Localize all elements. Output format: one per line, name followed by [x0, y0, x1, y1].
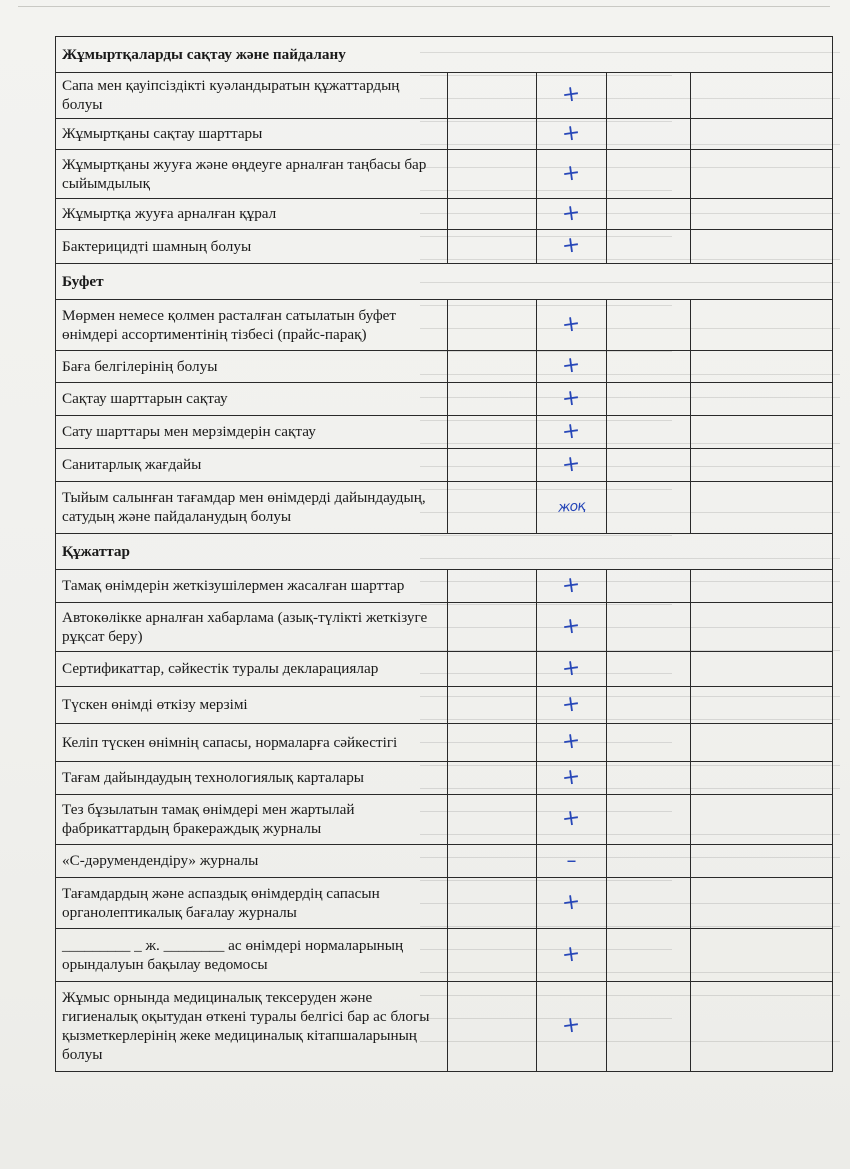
row-label: Тез бұзылатын тамақ өнімдері мен жартылай фабрикаттардың бракераждық журналы: [56, 795, 448, 845]
handwritten-mark: +: [560, 80, 583, 109]
row-label: Сертификаттар, сәйкестік туралы декларациялар: [56, 652, 448, 687]
row-label: Тамақ өнімдерін жеткізушілермен жасалған шарттар: [56, 570, 448, 603]
handwritten-mark: +: [560, 384, 583, 412]
handwritten-mark: +: [560, 231, 583, 260]
handwritten-mark: +: [560, 450, 583, 478]
table-row: [56, 383, 833, 416]
previous-page-edge: [18, 0, 830, 7]
table-row: [56, 230, 833, 264]
table-row: [56, 570, 833, 603]
handwritten-mark: +: [560, 1011, 583, 1040]
row-label: Мөрмен немесе қолмен расталған сатылатын буфет өнімдері ассортиментінің тізбесі (прайс-парақ): [56, 300, 448, 351]
table-row: [56, 199, 833, 230]
table-row: [56, 150, 833, 199]
row-label: «С-дәрумендендіру» журналы: [56, 845, 448, 878]
handwritten-mark: +: [560, 571, 583, 599]
handwritten-mark: +: [560, 119, 583, 147]
handwritten-mark: +: [560, 310, 583, 338]
handwritten-mark: +: [560, 888, 583, 916]
handwritten-mark: +: [560, 690, 583, 718]
row-label: Жұмыртқаны жууға және өңдеуге арналған таңбасы бар сыйымдылық: [56, 150, 448, 199]
handwritten-mark: +: [560, 159, 583, 187]
row-label: Тағам дайындаудың технологиялық карталары: [56, 762, 448, 795]
row-label: Жұмыртқаны сақтау шарттары: [56, 119, 448, 150]
row-label: Сату шарттары мен мерзімдерін сақтау: [56, 416, 448, 449]
table-row: [56, 762, 833, 795]
handwritten-mark: +: [560, 727, 583, 756]
table-row: [56, 351, 833, 383]
row-label: Сақтау шарттарын сақтау: [56, 383, 448, 416]
table-row: [56, 929, 833, 982]
row-label: Тыйым салынған тағамдар мен өнімдерді дайындаудың, сатудың және пайдаланудың болуы: [56, 482, 448, 534]
table-row: [56, 982, 833, 1072]
section-title: Жұмыртқаларды сақтау және пайдалану: [56, 37, 833, 73]
handwritten-mark: +: [560, 417, 583, 445]
section-header-row: [56, 37, 833, 73]
table-row: [56, 724, 833, 762]
row-label: Санитарлық жағдайы: [56, 449, 448, 482]
handwritten-mark: +: [560, 199, 583, 227]
table-row: [56, 73, 833, 119]
row-label: Сапа мен қауіпсіздікті куәландыратын құжаттардың болуы: [56, 73, 448, 119]
table-row: [56, 603, 833, 652]
handwritten-mark: +: [560, 763, 583, 791]
row-label: Тағамдардың және аспаздық өнімдердің сапасын органолептикалық бағалау журналы: [56, 878, 448, 929]
row-label: Жұмыртқа жууға арналған құрал: [56, 199, 448, 230]
section-header-row: [56, 534, 833, 570]
section-header-row: [56, 264, 833, 300]
table-row: [56, 300, 833, 351]
row-label: _________ _ ж. ________ ас өнімдері нормаларының орындалуын бақылау ведомосы: [56, 929, 448, 982]
handwritten-mark: жоқ: [557, 498, 586, 516]
table-row: [56, 687, 833, 724]
table-row: [56, 795, 833, 845]
handwritten-mark: +: [560, 804, 583, 833]
checklist-table: [55, 36, 833, 1072]
handwritten-mark: –: [566, 848, 577, 872]
section-title: Буфет: [56, 264, 833, 300]
row-label: Келіп түскен өнімнің сапасы, нормаларға сәйкестігі: [56, 724, 448, 762]
table-row: [56, 482, 833, 534]
row-label: Баға белгілерінің болуы: [56, 351, 448, 383]
handwritten-mark: +: [560, 654, 583, 682]
table-row: [56, 416, 833, 449]
table-row: [56, 652, 833, 687]
handwritten-mark: +: [560, 612, 583, 640]
row-label: Түскен өнімді өткізу мерзімі: [56, 687, 448, 724]
row-label: Бактерицидті шамның болуы: [56, 230, 448, 264]
table-row: [56, 878, 833, 929]
row-label: Жұмыс орнында медициналық тексеруден және гигиеналық оқытудан өткені туралы белгісі бар ас блогы қызметкерлерінің жеке медициналық кітапшаларының болуы: [56, 982, 448, 1072]
row-label: Автокөлікке арналған хабарлама (азық-түлікті жеткізуге рұқсат беру): [56, 603, 448, 652]
table-row: [56, 449, 833, 482]
table-row: [56, 119, 833, 150]
section-title: Құжаттар: [56, 534, 833, 570]
table-row: [56, 845, 833, 878]
handwritten-mark: +: [560, 351, 583, 380]
handwritten-mark: +: [560, 940, 583, 968]
